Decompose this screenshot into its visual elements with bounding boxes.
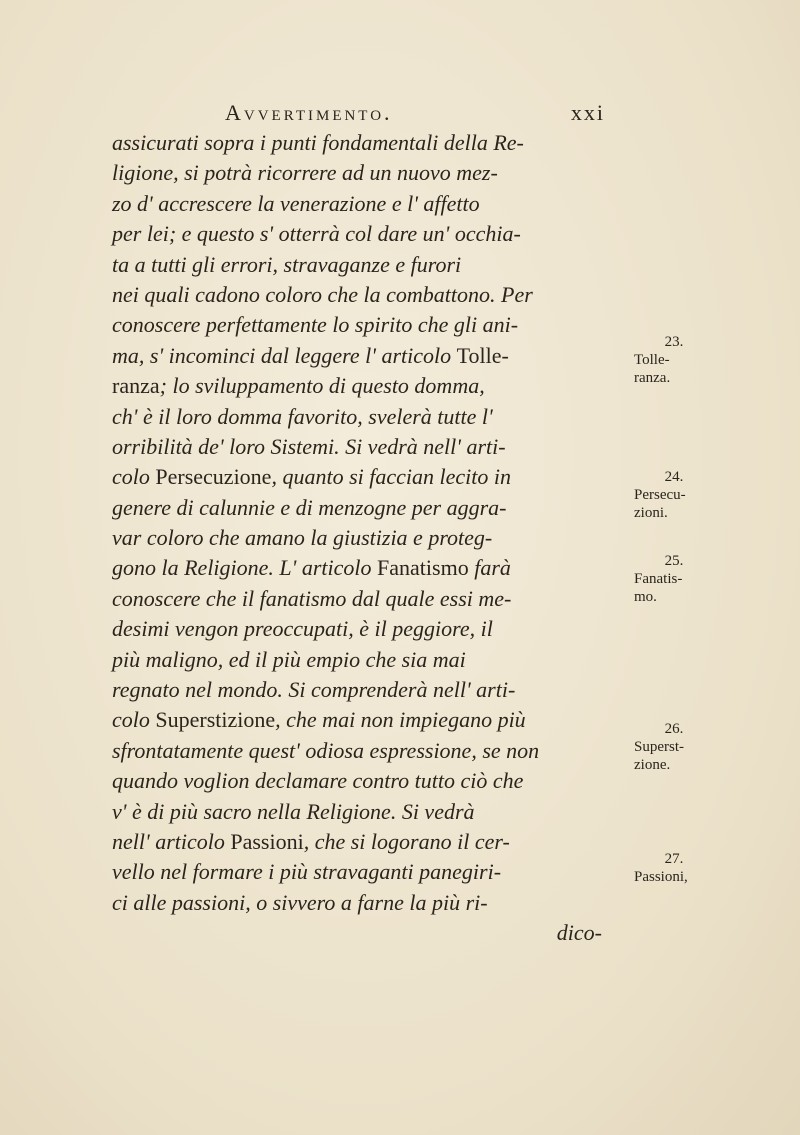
- text-run: orribilità de' loro Sistemi. Si vedrà nell' arti-: [112, 433, 506, 459]
- text-line: [112, 553, 632, 583]
- text-line: [112, 219, 632, 249]
- margin-note: [634, 333, 714, 387]
- text-run: ; lo sviluppamento di questo domma,: [159, 373, 485, 399]
- text-run: , che mai non impiegano più: [275, 707, 526, 733]
- text-run: v' è di più sacro nella Religione. Si vedrà: [112, 798, 475, 824]
- text-run: sfrontatamente quest' odiosa espressione, se non: [112, 737, 540, 763]
- text-run: quando voglion declamare contro tutto ciò che: [112, 768, 524, 794]
- text-line: [112, 705, 632, 735]
- margin-note: [634, 850, 714, 886]
- text-line: [112, 432, 632, 462]
- text-line: [112, 250, 632, 280]
- text-line: [112, 310, 632, 340]
- text-run: conoscere che il fanatismo dal quale essi me-: [112, 585, 512, 611]
- text-run: desimi vengon preoccupati, è il peggiore, il: [112, 616, 493, 642]
- text-run: , che si logorano il cer-: [303, 828, 510, 854]
- text-line: [112, 280, 632, 310]
- text-line: [112, 827, 632, 857]
- text-line: [112, 158, 632, 188]
- text-run: zo d' accrescere la venerazione e l' affetto: [112, 190, 480, 216]
- text-run: vello nel formare i più stravaganti panegiri-: [112, 859, 502, 885]
- article-name: ranza: [112, 373, 160, 399]
- text-line: [112, 766, 632, 796]
- text-line: [112, 523, 632, 553]
- article-name: Fanatismo: [377, 555, 469, 581]
- margin-note: [634, 720, 714, 774]
- text-line: [112, 645, 632, 675]
- text-run: per lei; e questo s' otterrà col dare un' occhia-: [112, 221, 521, 247]
- margin-note: [634, 552, 714, 606]
- running-title: Avvertimento.: [225, 100, 393, 125]
- text-line: [112, 797, 632, 827]
- catchword: dico-: [556, 920, 602, 946]
- margin-note-label: Tolle- ranza.: [634, 352, 671, 386]
- text-line: [112, 888, 632, 918]
- margin-note-label: Passioni,: [634, 869, 688, 885]
- text-run: genere di calunnie e di menzogne per aggra-: [112, 494, 507, 520]
- text-line: [112, 675, 632, 705]
- text-run: più maligno, ed il più empio che sia mai: [112, 646, 466, 672]
- text-line: [112, 857, 632, 887]
- margin-note-number: 25.: [664, 553, 684, 569]
- text-line: [112, 462, 632, 492]
- text-run: conoscere perfettamente lo spirito che gli ani-: [112, 312, 519, 338]
- text-run: ligione, si potrà ricorrere ad un nuovo mez-: [112, 160, 498, 186]
- text-line: [112, 189, 632, 219]
- margin-note-number: 23.: [664, 334, 684, 350]
- text-run: assicurati sopra i punti fondamentali della Re-: [112, 130, 524, 155]
- page-number: xxi: [570, 100, 605, 125]
- text-run: farà: [468, 555, 511, 581]
- margin-note: [634, 468, 714, 522]
- text-line: [112, 341, 632, 371]
- margin-note-label: Fanatis- mo.: [634, 571, 683, 605]
- text-run: ch' è il loro domma favorito, svelerà tutte l': [112, 403, 493, 429]
- text-line: [112, 402, 632, 432]
- text-run: ma, s' incominci dal leggere l' articolo: [112, 342, 457, 368]
- margin-note-label: Persecu- zioni.: [634, 487, 686, 521]
- text-run: nei quali cadono coloro che la combattono. Per: [112, 281, 533, 307]
- article-name: Passioni: [230, 828, 304, 854]
- margin-note-label: Superst- zione.: [634, 739, 684, 773]
- text-run: var coloro che amano la giustizia e proteg-: [112, 525, 493, 551]
- margin-note-number: 27.: [664, 851, 684, 867]
- text-run: nell' articolo: [112, 828, 231, 854]
- margin-note-number: 24.: [664, 469, 684, 485]
- body-text: [112, 128, 632, 949]
- margin-note-number: 26.: [664, 721, 684, 737]
- text-run: colo: [112, 464, 156, 490]
- text-line: [112, 736, 632, 766]
- text-line: [112, 584, 632, 614]
- text-line: [112, 371, 632, 401]
- article-name: Tolle-: [456, 342, 509, 368]
- text-run: ci alle passioni, o sivvero a farne la più ri-: [112, 889, 488, 915]
- article-name: Superstizione: [155, 707, 276, 733]
- text-run: , quanto si faccian lecito in: [271, 464, 511, 490]
- text-line: [112, 493, 632, 523]
- text-line: [112, 614, 632, 644]
- article-name: Persecuzione: [155, 464, 272, 490]
- text-run: gono la Religione. L' articolo: [112, 555, 378, 581]
- text-line: [112, 128, 632, 158]
- text-run: ta a tutti gli errori, stravaganze e furori: [112, 251, 462, 277]
- text-run: colo: [112, 707, 156, 733]
- text-run: regnato nel mondo. Si comprenderà nell' arti-: [112, 677, 516, 703]
